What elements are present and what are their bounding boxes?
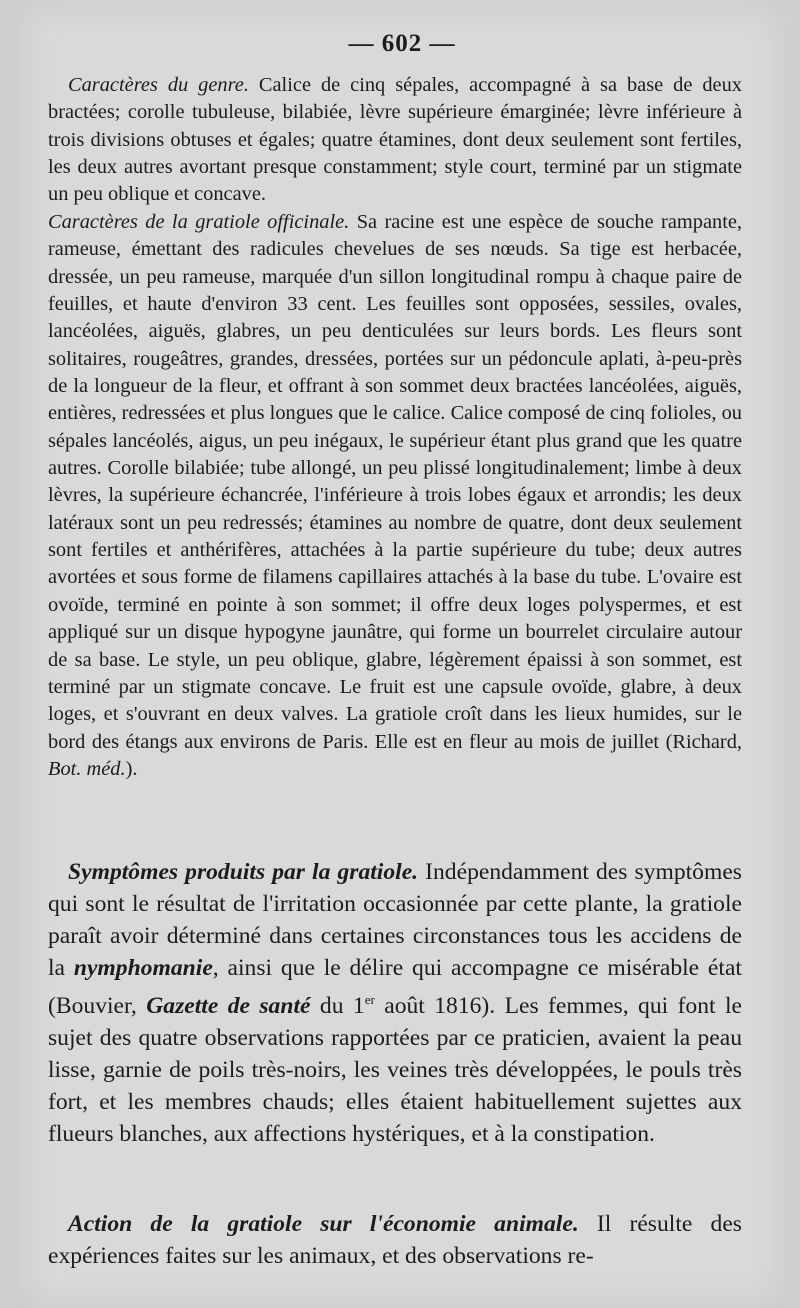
superscript: er xyxy=(364,992,375,1007)
reference-title: Bot. méd. xyxy=(48,757,126,780)
book-page xyxy=(18,0,786,1308)
paragraph-text: Il résulte des expériences faites sur les animaux, et des observations re- xyxy=(48,1211,742,1269)
paragraph-text: du 1 xyxy=(319,992,365,1019)
paragraph-text: Indépendamment des symptômes qui sont le résultat de l'irritation occasionnée par cette plante, la gratiole paraît avoir déterminé dans certaines circonstances tous les accidens de la xyxy=(48,859,742,981)
paragraph-text: Calice de cinq sépales, accompagné à sa base de deux bractées; corolle tubuleuse, bilabiée, lèvre supérieure émarginée; lèvre inférieure à trois divisions obtuses et égales; quatre étamines, dont deux seulement sont fertiles, les deux autres avortant presque constamment; style court, terminé par un stigmate un peu oblique et concave. xyxy=(48,74,742,206)
page-number: — 602 — xyxy=(348,30,456,57)
paragraph-text: , ainsi que le délire qui accompagne ce misérable état (Bouvier, xyxy=(48,955,742,1019)
section-caracteres-genre xyxy=(48,72,742,209)
section-symptomes xyxy=(48,856,742,1150)
section-heading: Caractères du genre. xyxy=(68,74,249,96)
paragraph-text: Sa racine est une espèce de souche rampante, rameuse, émettant des radicules chevelues de ses nœuds. Sa tige est herbacée, dressée, un peu rameuse, marquée d'un sillon longitudinal rompu à chaque paire de feuilles, et haute d'environ 33 cent. Les feuilles sont opposées, sessiles, ovales, lancéolées, aiguës, glabres, un peu denticulées sur leurs bords. Les fleurs sont solitaires, rougeâtres, grandes, dressées, portées sur un pédoncule aplati, à-peu-près de la longueur de la fleur, et offrant à son sommet deux bractées lancéolées, aiguës, entières, redressées et plus longues que le calice. Calice composé de cinq folioles, ou sépales lancéolés, aigus, un peu inégaux, le supérieur étant plus grand que les quatre autres. Corolle bilabiée; tube allongé, un peu plissé longitudinalement; limbe à deux lèvres, la supérieure échancrée, l'inférieure à trois lobes égaux et arrondis; les deux latéraux sont un peu redressés; étamines au nombre de quatre, dont deux seulement sont fertiles et anthérifères, attachées à la partie supérieure du tube; deux autres avortées et sous forme de filamens capillaires attachés à la base du tube. L'ovaire est ovoïde, terminé en pointe à son sommet; il offre deux loges polyspermes, et est appliqué sur un disque hypogyne jaunâtre, qui forme un bourrelet circulaire autour de sa base. Le style, un peu oblique, glabre, légèrement épaissi à son sommet, est terminé par un stigmate concave. Le fruit est une capsule ovoïde, glabre, à deux loges, et s'ouvrant en deux valves. La gratiole croît dans les lieux humides, sur le bord des étangs aux environs de Paris. Elle est en fleur au mois de juillet (Richard, xyxy=(48,211,743,753)
journal-title: Gazette de santé xyxy=(146,992,311,1019)
section-gratiole-officinale xyxy=(48,209,742,783)
section-heading: Action de la gratiole sur l'économie animale. xyxy=(68,1211,579,1237)
section-action xyxy=(48,1208,742,1272)
reference-end: ). xyxy=(125,757,138,780)
paragraph-text: août 1816). Les femmes, qui font le sujet des quatre observations rapportées par ce praticien, avaient la peau lisse, garnie de poils très-noirs, les veines très développées, le pouls très fort, et les membres chauds; elles étaient habituellement sujettes aux flueurs blanches, aux affections hystériques, et à la constipation. xyxy=(48,992,742,1147)
emphasis-term: nymphomanie xyxy=(73,955,213,981)
section-heading: Caractères de la gratiole officinale. xyxy=(48,211,350,233)
section-heading: Symptômes produits par la gratiole. xyxy=(68,859,419,885)
